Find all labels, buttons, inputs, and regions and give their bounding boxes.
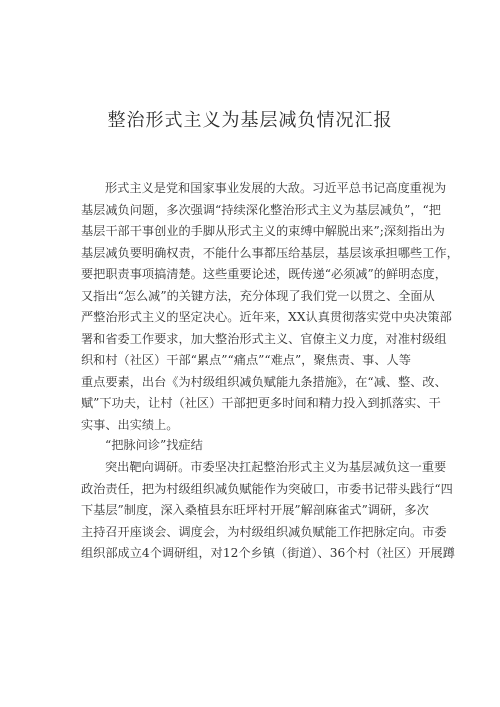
paragraph-line: 基层减负问题，多次强调“持续深化整治形式主义为基层减负”，“把	[81, 202, 441, 217]
paragraph-line: 组织部成立4个调研组，对12个乡镇（街道）、36个村（社区）开展蹲	[81, 546, 455, 560]
paragraph-line: 又指出“怎么减”的关键方法，充分体现了我们党一以贯之、全面从	[81, 288, 435, 303]
section-heading-text: “把脉问诊”找症结	[105, 438, 203, 452]
paragraph-line: 主持召开座谈会、调度会，为村级组织减负赋能工作把脉定向。市委	[81, 524, 447, 539]
paragraph-line: 政治责任，把为村级组织减负赋能作为突破口，市委书记带头践行“四	[81, 481, 453, 496]
paragraph-line: 严整治形式主义的坚定决心。近年来，XX认真贯彻落实党中央决策部	[81, 310, 452, 324]
paragraph-1	[81, 178, 459, 436]
paragraph-2	[81, 457, 455, 565]
paragraph-line: 实事、出实绩上。	[81, 417, 179, 432]
paragraph-line: 织和村（社区）干部“累点”“痛点”“难点”，聚焦责、事、人等	[81, 353, 411, 367]
paragraph-line: 赋”下功夫，让村（社区）干部把更多时间和精力投入到抓落实、干	[81, 396, 441, 410]
section-heading	[81, 435, 421, 457]
paragraph-line: 署和省委工作要求，加大整治形式主义、官僚主义力度，对准村级组	[81, 331, 447, 346]
paragraph-line: 基层减负要明确权责，不能什么事都压给基层，基层该承担哪些工作，	[81, 245, 459, 260]
paragraph-line: 要把职责事项搞清楚。这些重要论述，既传递“必须减”的鲜明态度，	[81, 267, 447, 281]
document-title: 整治形式主义为基层减负情况汇报	[107, 110, 393, 131]
paragraph-line: 基层干部干事创业的手脚从形式主义的束缚中解脱出来”;深刻指出为	[81, 224, 445, 238]
paragraph-line: 重点要素，出台《为村级组织减负赋能九条措施》，在“减、整、改、	[81, 374, 447, 389]
paragraph-line: 下基层”制度，深入桑植县东旺坪村开展”解剖麻雀式”调研，多次	[81, 503, 429, 517]
paragraph-line: 形式主义是党和国家事业发展的大敌。习近平总书记高度重视为	[105, 181, 447, 195]
paragraph-line: 突出靶向调研。市委坚决扛起整治形式主义为基层减负这一重要	[105, 460, 447, 474]
